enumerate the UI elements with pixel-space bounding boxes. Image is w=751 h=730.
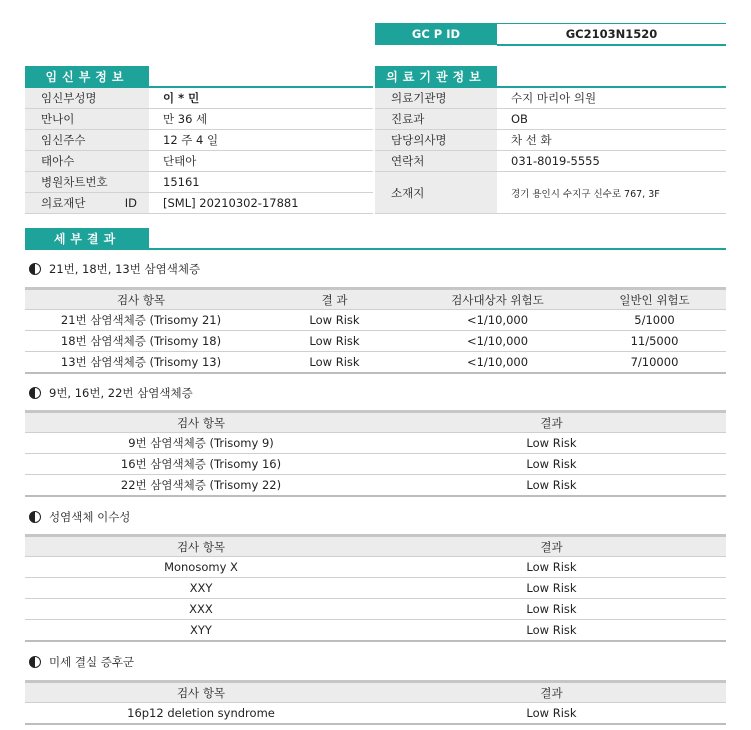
column-header: 검사 항목 xyxy=(25,536,377,557)
hospital-row xyxy=(375,88,726,109)
sex-chromosome-table xyxy=(25,534,726,642)
result-cell: Low Risk xyxy=(377,599,726,620)
test-item-cell: XYY xyxy=(25,620,377,642)
microdeletion-table xyxy=(25,680,726,725)
hospital-row xyxy=(375,151,726,172)
result-cell: Low Risk xyxy=(257,310,412,331)
column-header: 결 과 xyxy=(257,289,412,310)
patient-info-table xyxy=(25,88,373,214)
section3-heading-text: 성염색체 이수성 xyxy=(49,510,131,524)
patient-row xyxy=(25,88,373,109)
details-divider xyxy=(25,248,726,250)
section4-heading-text: 미세 결실 증후군 xyxy=(49,655,135,669)
general-risk-cell: 5/1000 xyxy=(583,310,726,331)
hospital-name-label: 의료기관명 xyxy=(375,88,497,109)
result-cell: Low Risk xyxy=(377,620,726,642)
result-cell: Low Risk xyxy=(377,557,726,578)
table-row xyxy=(25,454,726,475)
patient-name-label: 임신부성명 xyxy=(25,88,149,109)
table-header-row xyxy=(25,412,726,433)
table-row xyxy=(25,310,726,331)
result-cell: Low Risk xyxy=(377,578,726,599)
half-circle-icon xyxy=(29,511,41,523)
half-circle-icon xyxy=(29,263,41,275)
gcpid-value: GC2103N1520 xyxy=(497,23,726,46)
patient-row xyxy=(25,193,373,214)
section4-heading xyxy=(29,654,134,670)
patient-info-title: 임신부정보 xyxy=(25,66,149,88)
table-row xyxy=(25,620,726,642)
column-header: 검사 항목 xyxy=(25,682,377,703)
test-item-cell: 13번 삼염색체증 (Trisomy 13) xyxy=(25,352,257,374)
result-cell: Low Risk xyxy=(257,331,412,352)
table-row xyxy=(25,433,726,454)
patient-name-value: 이 * 민 xyxy=(149,88,373,109)
table-row xyxy=(25,475,726,497)
section2-heading xyxy=(29,385,193,401)
subject-risk-cell: <1/10,000 xyxy=(412,331,583,352)
column-header: 검사 항목 xyxy=(25,412,377,433)
subject-risk-cell: <1/10,000 xyxy=(412,352,583,374)
column-header: 검사대상자 위험도 xyxy=(412,289,583,310)
hospital-name-value: 수지 마리아 의원 xyxy=(497,88,726,109)
trisomy-minor-table xyxy=(25,410,726,497)
table-header-row xyxy=(25,536,726,557)
section1-heading-text: 21번, 18번, 13번 삼염색체증 xyxy=(49,262,201,276)
gestation-value: 12 주 4 일 xyxy=(149,130,373,151)
gcpid-label: GC P ID xyxy=(375,23,497,45)
doctor-value: 차 선 화 xyxy=(497,130,726,151)
test-item-cell: 18번 삼염색체증 (Trisomy 18) xyxy=(25,331,257,352)
hospital-info-table xyxy=(375,88,726,214)
section2-heading-text: 9번, 16번, 22번 삼염색체증 xyxy=(49,386,193,400)
result-cell: Low Risk xyxy=(377,703,726,725)
test-item-cell: XXX xyxy=(25,599,377,620)
department-label: 진료과 xyxy=(375,109,497,130)
department-value: OB xyxy=(497,109,726,130)
general-risk-cell: 7/10000 xyxy=(583,352,726,374)
test-item-cell: 16번 삼염색체증 (Trisomy 16) xyxy=(25,454,377,475)
table-row xyxy=(25,352,726,374)
patient-age-label: 만나이 xyxy=(25,109,149,130)
table-row xyxy=(25,578,726,599)
hospital-row xyxy=(375,172,726,214)
contact-label: 연락처 xyxy=(375,151,497,172)
column-header: 결과 xyxy=(377,682,726,703)
patient-row xyxy=(25,109,373,130)
column-header: 결과 xyxy=(377,412,726,433)
table-row xyxy=(25,599,726,620)
section1-heading xyxy=(29,261,200,277)
result-cell: Low Risk xyxy=(377,454,726,475)
subject-risk-cell: <1/10,000 xyxy=(412,310,583,331)
result-cell: Low Risk xyxy=(377,433,726,454)
test-item-cell: 9번 삼염색체증 (Trisomy 9) xyxy=(25,433,377,454)
table-header-row xyxy=(25,289,726,310)
hospital-row xyxy=(375,130,726,151)
contact-value: 031-8019-5555 xyxy=(497,151,726,172)
foundation-id-label: 의료재단 ID xyxy=(25,193,149,214)
patient-age-value: 만 36 세 xyxy=(149,109,373,130)
general-risk-cell: 11/5000 xyxy=(583,331,726,352)
column-header: 검사 항목 xyxy=(25,289,257,310)
hospital-row xyxy=(375,109,726,130)
foundation-id-value: [SML] 20210302-17881 xyxy=(149,193,373,214)
details-title: 세부결과 xyxy=(25,228,149,250)
result-cell: Low Risk xyxy=(377,475,726,497)
trisomy-major-table xyxy=(25,287,726,374)
chart-number-label: 병원차트번호 xyxy=(25,172,149,193)
test-item-cell: 21번 삼염색체증 (Trisomy 21) xyxy=(25,310,257,331)
table-header-row xyxy=(25,682,726,703)
half-circle-icon xyxy=(29,656,41,668)
chart-number-value: 15161 xyxy=(149,172,373,193)
test-item-cell: XXY xyxy=(25,578,377,599)
test-item-cell: 16p12 deletion syndrome xyxy=(25,703,377,725)
test-item-cell: 22번 삼염색체증 (Trisomy 22) xyxy=(25,475,377,497)
result-cell: Low Risk xyxy=(257,352,412,374)
doctor-label: 담당의사명 xyxy=(375,130,497,151)
table-row xyxy=(25,557,726,578)
hospital-info-title: 의료기관정보 xyxy=(375,66,497,88)
column-header: 결과 xyxy=(377,536,726,557)
section3-heading xyxy=(29,509,130,525)
fetus-count-label: 태아수 xyxy=(25,151,149,172)
table-row xyxy=(25,703,726,725)
address-value: 경기 용인시 수지구 신수로 767, 3F xyxy=(497,172,726,214)
table-row xyxy=(25,331,726,352)
test-item-cell: Monosomy X xyxy=(25,557,377,578)
column-header: 일반인 위험도 xyxy=(583,289,726,310)
patient-row xyxy=(25,172,373,193)
patient-row xyxy=(25,130,373,151)
patient-row xyxy=(25,151,373,172)
fetus-count-value: 단태아 xyxy=(149,151,373,172)
half-circle-icon xyxy=(29,387,41,399)
gestation-label: 임신주수 xyxy=(25,130,149,151)
address-label: 소재지 xyxy=(375,172,497,214)
